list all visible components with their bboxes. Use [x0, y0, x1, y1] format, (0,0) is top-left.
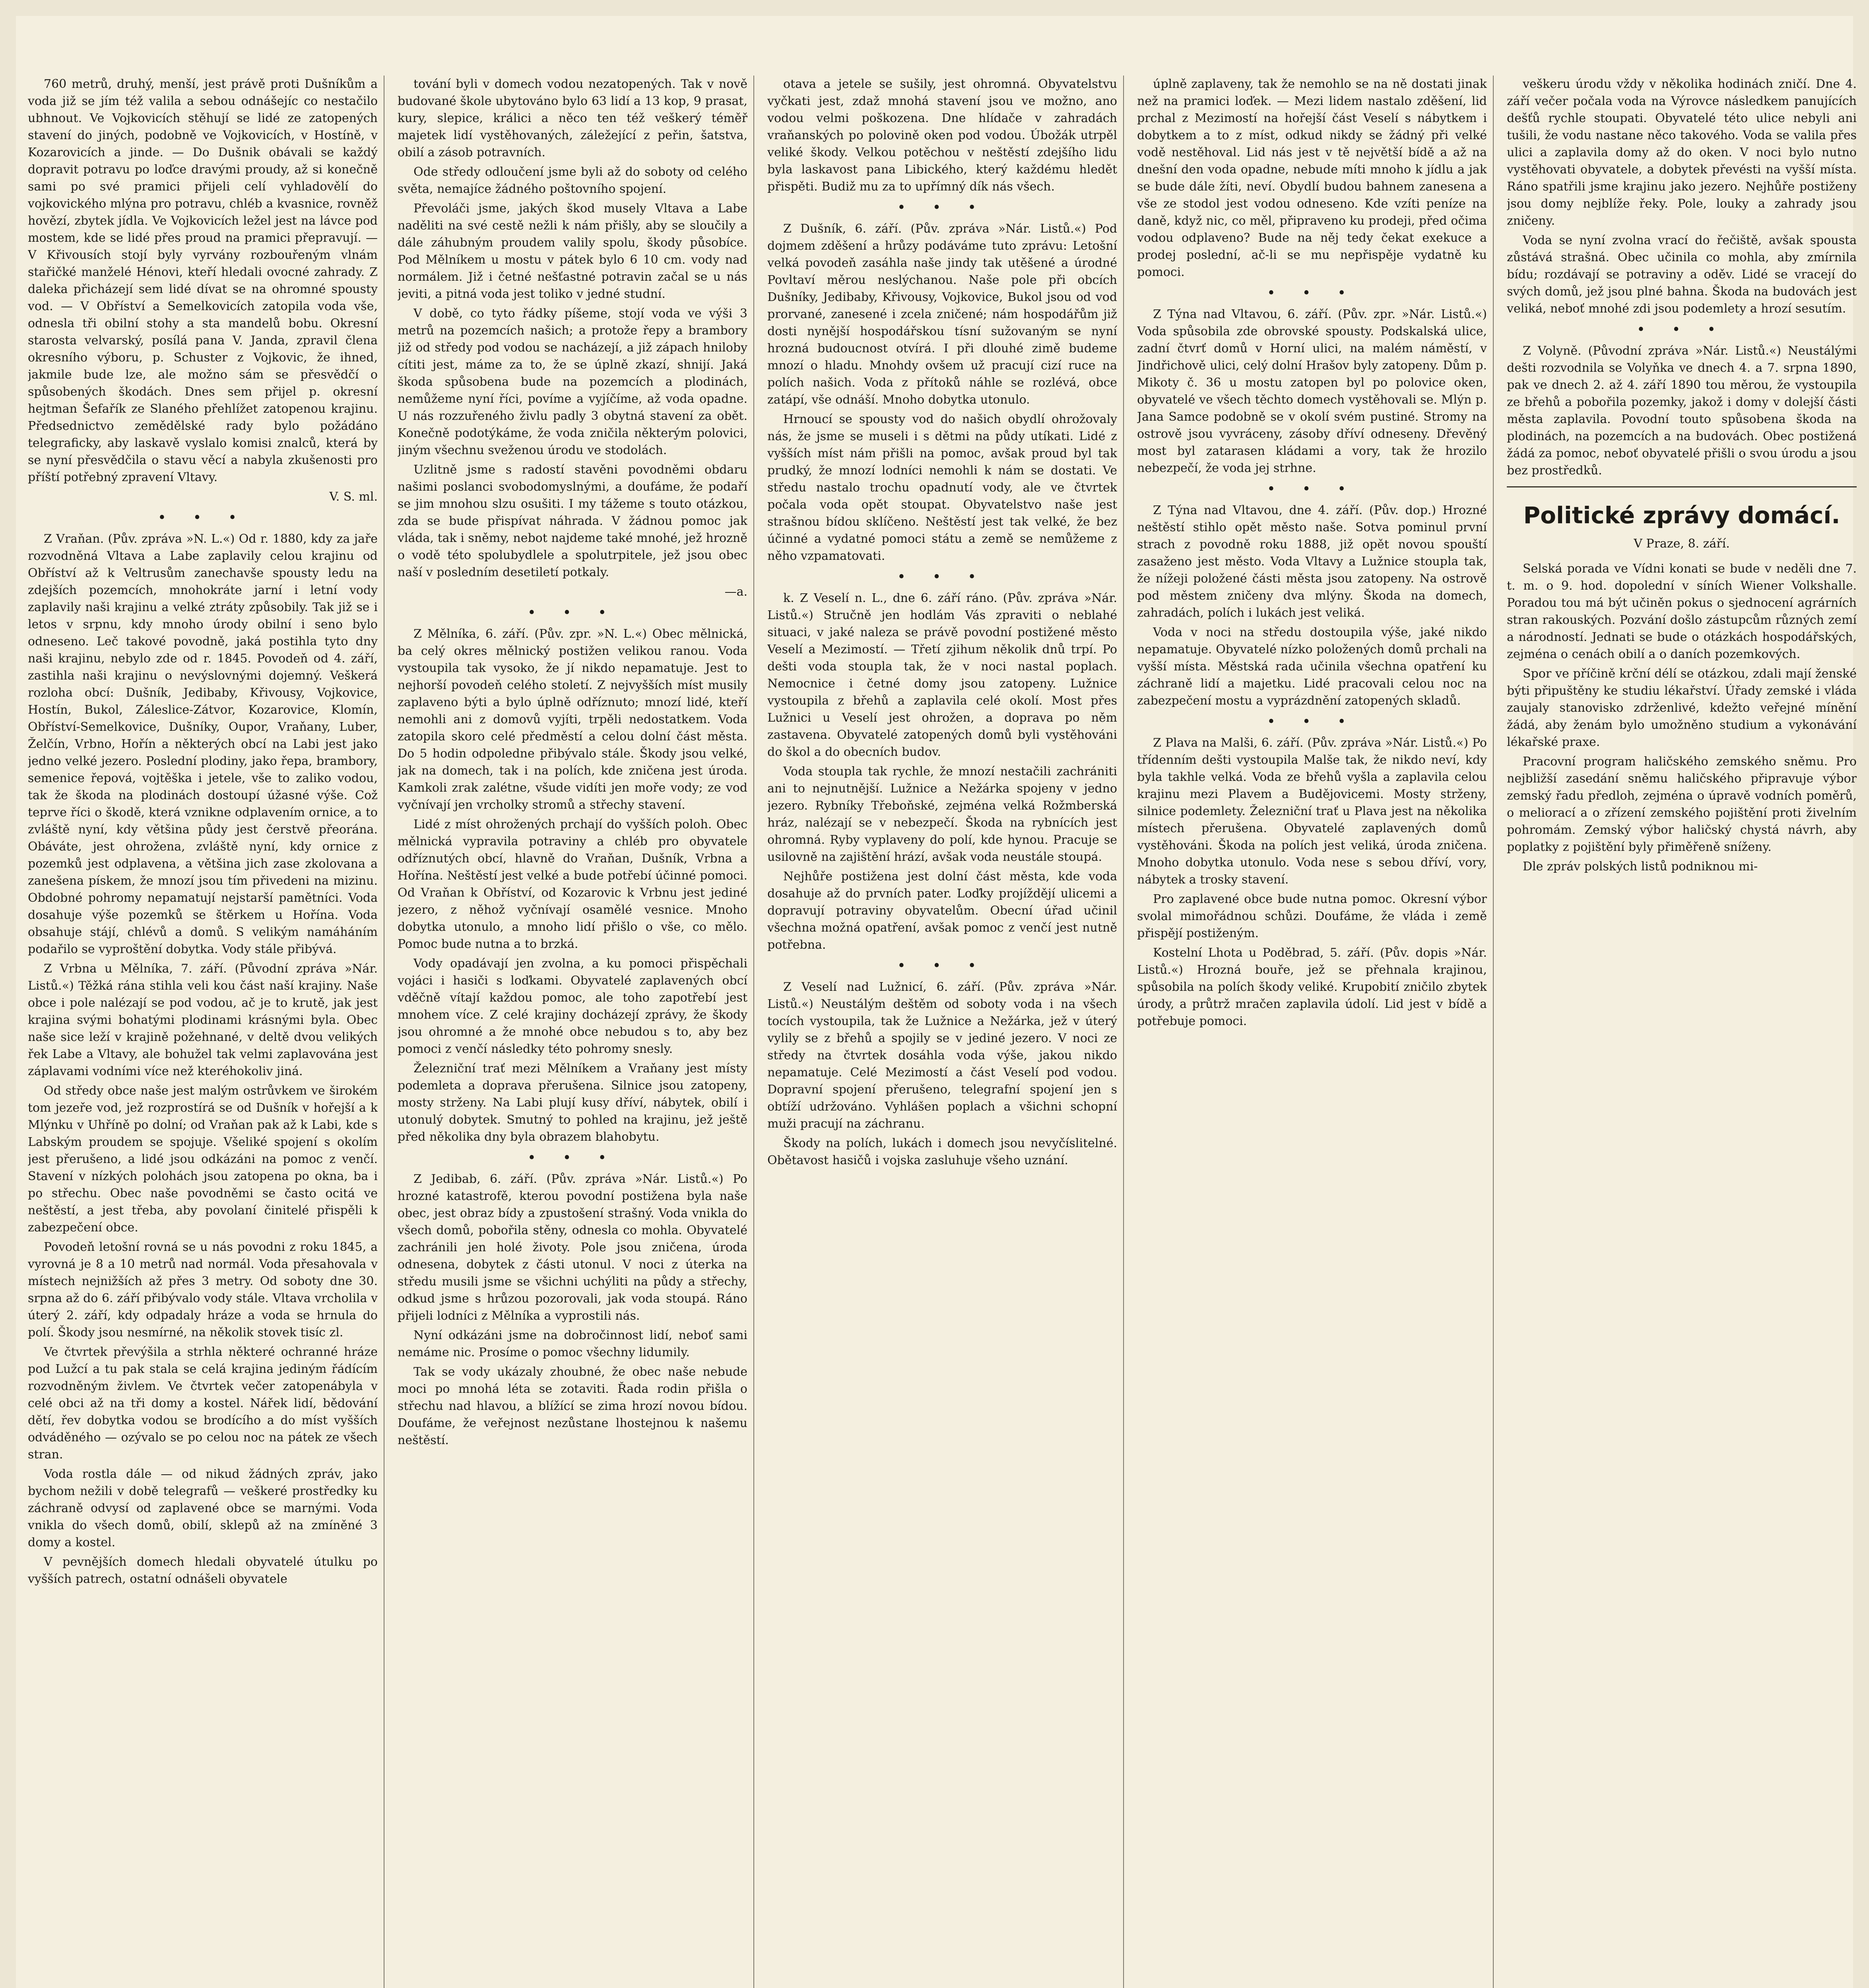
article-paragraph: Z Plava na Malši, 6. září. (Pův. zpráva »Nár. Listů.«) Po třídenním dešti vystoupila Malše tak, že nikdo neví, kdy byla takhle velká. Voda ze břehů vyšla a zaplavila celou krajinu mezi Plavem a Budějovicemi. Mosty strženy, silnice podemlety. Železniční trať u Plava jest na několika místech přerušena. Obyvatelé zaplavených domů vystěhováni. Škoda na polích jest veliká, úroda zničena. Mnoho dobytka utonulo. Voda nese s sebou dříví, vory, nábytek a trosky stavení. — [1137, 736, 1487, 887]
text-column-4 — [1137, 76, 1487, 1988]
article-paragraph: Voda rostla dále — od nikud žádných zpráv, jako bychom nežili v době telegrafů — veškeré prostředky ku záchraně odvysí od zaplavené obce se marnými. Voda vnikla do všech domů, obilí, sklepů až na zmíněné 3 domy a kostel. — [28, 1467, 378, 1549]
column-divider — [753, 76, 754, 1988]
separator-dots: • • • — [1636, 322, 1727, 338]
separator-dots: • • • — [897, 200, 988, 216]
article-paragraph: Z Mělníka, 6. září. (Pův. zpr. »N. L.«) Obec mělnická, ba celý okres mělnický postižen velikou ranou. Voda vystoupila tak vysoko, že jí nikdo nepamatuje. Jest to nejhorší povodeň celého století. Z nejvyšších míst musily zaplaveno býti a bylo úplně odříznuto; mnozí lidé, kteří nemohli ani z domovů vyjíti, trpěli nedostatkem. Voda zatopila skoro celé předměstí a celou dolní část města. Do 5 hodin odpoledne přibývalo stále. Škody jsou velké, jak na domech, tak i na polích, kde zničena jest úroda. Kamkoli zrak zalétne, všude vidíti jen moře vody; ze vod vyčnívají jen vrcholky stromů a střechy stavení. — [398, 627, 747, 812]
article-paragraph: Z Vraňan. (Pův. zpráva »N. L.«) Od r. 1880, kdy za jaře rozvodněná Vltava a Labe zaplavily celou krajinu od Obříství až k Veltrusům zanechavše spousty ledu na zdejších pozemcích, mnohokráte jarní i letní vody zaplavily naši krajinu a velké ztráty způsobily. Tak již se i letos v srpnu, kdy mnoho úrody obilní i seno bylo odneseno. Leč takové povodně, jaká postihla tyto dny naši krajinu, nebylo zde od r. 1845. Povodeň od 4. září, zastihla naši krajinu o nevýslovnými dojemný. Veškerá rozloha obcí: Dušník, Jedibaby, Křivousy, Vojkovice, Hostín, Bukol, Záleslice-Zátvor, Kozarovice, Klomín, Obříství-Semelkovice, Dušníky, Oupor, Vraňany, Luber, Želčín, Vrbno, Hořín a některých obcí na Labi jest jako jedno velké jezero. Poslední plodiny, jako řepa, brambory, semenice řepová, vojtěška i jetele, vše to zaliko vodou, tak že škoda na plodinách dostoupí úžasné výše. Což teprve říci o škodě, která vznikne odplavením ornice, a to zvláště nyní, kdy většina půdy jest čerstvě přeorána. Obáváte, jest ohrožena, zvláště nyní, kdy ornice z pozemků jest odplavena, a většina jich zase zkolovana a zanešena pískem, že mnozí jsou tím přivedeni na mizinu. Obdobné pohromy nepamatují nejstarší pamětníci. Voda dosahuje výše pozemků se štěrkem u Hořína. Voda obsahuje stájí, chlévů a domů. S velikým namáháním podařilo se vyproštění dobytka. Vody stále přibývá. — [28, 532, 378, 956]
article-paragraph: Voda v noci na středu dostoupila výše, jaké nikdo nepamatuje. Obyvatelé nízko položených domů prchali na vyšší místa. Městská rada učinila všechna opatření ku záchraně lidí a majetku. Lidé pracovali celou noc na zabezpečení mostu a vyprázdnění zatopených skladů. — [1137, 625, 1487, 708]
article-paragraph: otava a jetele se sušily, jest ohromná. Obyvatelstvu vyčkati jest, zdaž mnohá stavení jsou ve možno, ano vodou velmi poškozena. Dne hlídače v zahradách vraňanských po polovině oken pod vodou. Úbožák utrpěl veliké škody. Velkou potěchou v neštěstí zdejšího lidu byla laskavost pana Libického, který každému hledět přispěti. Budiž mu za to upřímný dík nás všech. — [767, 77, 1117, 194]
separator-dots: • • • — [1267, 481, 1357, 497]
article-paragraph: Dle zpráv polských listů podniknou mi- — [1523, 860, 1758, 874]
article-paragraph: Z Týna nad Vltavou, 6. září. (Pův. zpr. »Nár. Listů.«) Voda spůsobila zde obrovské spousty. Podskalská ulice, zadní čtvrť domů v Horní ulici, na malém náměstí, v Jindřichově ulici, celý dolní Hrašov byly zatopeny. Dům p. Mikoty č. 36 u mostu zatopen byl po polovice oken, obyvatelé ve všech těchto domech vystěhovali se. Mlýn p. Jana Samce podobně se v okolí svém pustiné. Stromy na ostrově jsou vyvráceny, zásoby dříví odneseny. Dřevěný most byl zatarasen kládami a vory, tak že hrozilo nebezpečí, že voda jej strhne. — [1137, 307, 1487, 475]
dateline: V Praze, 8. září. — [1634, 537, 1730, 551]
separator-dots: • • • — [527, 1150, 618, 1166]
text-column-1 — [28, 76, 378, 1988]
article-paragraph: Z Jedibab, 6. září. (Pův. zpráva »Nár. Listů.«) Po hrozné katastrofě, kterou povodní postižena byla naše obec, jest obraz bídy a zpustošení strašný. Voda vnikla do všech domů, pobořila stěny, odnesla co mohla. Obyvatelé zachránili jen holé životy. Pole jsou zničena, úroda odnesena, dobytek z části utonul. V noci z úterka na středu musili jsme se všichni uchýliti na půdy a střechy, odkud jsme s hrůzou pozorovali, jak voda stoupá. Ráno přijeli lodníci z Mělníka a vyprostili nás. — [398, 1172, 747, 1323]
newspaper-page — [16, 16, 1857, 1988]
text-column-2 — [398, 76, 747, 1988]
separator-dots: • • • — [1267, 285, 1357, 301]
article-paragraph: Kostelní Lhota u Poděbrad, 5. září. (Pův. dopis »Nár. Listů.«) Hrozná bouře, jež se přehnala krajinou, spůsobila na polích škody veliké. Krupobití zničilo zbytek úrody, a průtrž mračen zaplavila údolí. Lid jest v bídě a potřebuje pomoci. — [1137, 946, 1487, 1028]
separator-dots: • • • — [157, 510, 248, 526]
article-paragraph: Lidé z míst ohrožených prchají do vyšších poloh. Obec mělnická vypravila potraviny a chléb pro obyvatele odříznutých obcí, hlavně do Vraňan, Dušník, Vrbna a Hořína. Neštěstí jest velké a bude potřebí účinné pomoci. Od Vraňan k Obříství, od Kozarovic k Vrbnu jest jediné jezero, z něhož vyčnívají osamělé vesnice. Mnoho dobytka utonulo, a mnoho lidí přišlo o vše, co mělo. Pomoc bude nutna a to brzká. — [398, 817, 747, 951]
signature: V. S. ml. — [329, 490, 378, 504]
separator-dots: • • • — [897, 958, 988, 974]
article-paragraph: Z Volyně. (Původní zpráva »Nár. Listů.«) Neustálými dešti rozvodnila se Volyňka ve dnech 4. a 7. srpna 1890, pak ve dnech 2. až 4. září 1890 tou měrou, že vystoupila ze břehů a pobořila pozemky, jakož i domy v dolejší části města zaplavila. Povodní touto spůsobena škoda na plodinách, na pozemcích a na budovách. Obec postižená žádá za pomoc, neboť obyvatelé přišli o svou úrodu a jsou bez prostředků. — [1507, 344, 1857, 478]
article-paragraph: Nyní odkázáni jsme na dobročinnost lidí, neboť sami nemáme nic. Prosíme o pomoc všechny lidumily. — [398, 1328, 747, 1359]
column-divider — [1123, 76, 1124, 1988]
section-heading: Politické zprávy domácí. — [1523, 502, 1840, 529]
separator-dots: • • • — [897, 569, 988, 585]
article-paragraph: Pro zaplavené obce bude nutna pomoc. Okresní výbor svolal mimořádnou schůzi. Doufáme, že vláda i země přispějí postiženým. — [1137, 892, 1487, 940]
column-divider — [1493, 76, 1494, 1988]
article-paragraph: k. Z Veselí n. L., dne 6. září ráno. (Pův. zpráva »Nár. Listů.«) Stručně jen hodlám Vás zpraviti o neblahé situaci, v jaké naleza se právě povodní postižené město Veselí a Mezimostí. — Třetí zjihum několik dnů trpí. Po dešti voda stoupla tak, že v noci nastal poplach. Nemocnice i četné domy jsou zatopeny. Lužnice vystoupila z břehů a zaplavila celé okolí. Most přes Lužnici u Veselí jest ohrožen, a doprava po něm zastavena. Obyvatelé zatopených domů byli vystěhováni do škol a do obecních budov. — [767, 591, 1117, 759]
article-paragraph: Hrnoucí se spousty vod do našich obydlí ohrožovaly nás, že jsme se museli i s dětmi na půdy utíkati. Lidé z vyšších míst nám přišli na pomoc, avšak proud byl tak prudký, že mnozí lodníci nemohli k nám se dostati. Ve středu nastalo trochu opadnutí vody, ale ve čtvrtek počala voda opět stoupat. Obyvatelstvo naše jest strašnou bídou sklíčeno. Neštěstí jest tak velké, že bez účinné a vydatné pomoci státu a země se nemůžeme z něho vzpamatovati. — [767, 412, 1117, 563]
article-paragraph: V době, co tyto řádky píšeme, stojí voda ve výši 3 metrů na pozemcích našich; a protože řepy a brambory již od středy pod vodou se nacházejí, a již zápach hniloby cítiti jest, máme za to, že se úplně zkazí, shnijí. Jaká škoda spůsobena bude na pozemcích a plodinách, nemůžeme nyní říci, povíme a vyjíčíme, až voda opadne. U nás rozzuřeného živlu padly 3 obytná stavení za obět. Konečně podotýkáme, že voda zničila některým polovici, jiným všechnu sveženou úrodu ve stodolách. — [398, 307, 747, 457]
article-paragraph: Voda se nyní zvolna vrací do řečiště, avšak spousta zůstává strašná. Obec učinila co mohla, aby zmírnila bídu; rozdávají se potraviny a oděv. Lidé se vracejí do svých domů, jež jsou plné bahna. Škoda na budovách jest veliká, neboť mnohé zdi jsou podemlety a hrozí sesutím. — [1507, 233, 1857, 316]
article-paragraph: Spor ve příčině krční délí se otázkou, zdali mají ženské býti připuštěny ke studiu lékařství. Úřady zemské i vláda zaujaly stanovisko zdrženlivé, kdežto veřejné mínění žádá, aby ženám bylo umožněno studium a vykonávání lékařské praxe. — [1507, 667, 1857, 749]
article-paragraph: Pracovní program haličského zemského sněmu. Pro nejbližší zasedání sněmu haličského připravuje výbor zemský řadu předloh, zejména o úpravě vodních poměrů, o meliorací a o zřízení zemského pojištění proti živelním pohromám. Zemský výbor haličský chystá návrh, aby poplatky z pojištění byly přiměřeně sníženy. — [1507, 755, 1857, 854]
article-paragraph: Povodeň letošní rovná se u nás povodni z roku 1845, a vyrovná je 8 a 10 metrů nad normál. Voda přesahovala v místech nejnižších až přes 3 metry. Od soboty dne 30. srpna až do 6. září přibývalo vody stále. Vltava vrcholila v úterý 2. září, kdy odpadaly hráze a voda se hrnula do polí. Škody jsou nesmírné, na několik stovek tisíc zl. — [28, 1240, 378, 1340]
article-paragraph: Ve čtvrtek převýšila a strhla některé ochranné hráze pod Lužcí a tu pak stala se celá krajina jediným řádícím rozvodněným živlem. Ve čtvrtek večer zatopenábyla v celé obci až na tři domy a kostel. Nářek lidí, bědování dětí, řev dobytka vodou se brodícího a do míst vyšších odváděného — ozývalo se po celou noc na pátek ze všech stran. — [28, 1345, 378, 1462]
article-paragraph: Z Dušník, 6. září. (Pův. zpráva »Nár. Listů.«) Pod dojmem zděšení a hrůzy podáváme tuto zprávu: Letošní velká povodeň zasáhla naše jindy tak utěšené a úrodné Povltaví měrou neslýchanou. Naše pole při obcích Dušníky, Jedibaby, Křivousy, Vojkovice, Bukol jsou od vod prorvané, zanesené i zcela zničené; nám hospodářům již dosti nynější hospodářskou tísní sužovaným se nyní hrozná budoucnost otvírá. I při dlouhé zimě budeme mnozí o hladu. Mnohdy ovšem už pracují cizí ruce na polích našich. Voda z přítoků náhle se rozlévá, obce zatápí, vše odnáší. Mnoho dobytka utonulo. — [767, 222, 1117, 407]
article-paragraph: tování byli v domech vodou nezatopených. Tak v nově budované škole ubytováno bylo 63 lidí a 13 kop, 9 prasat, kury, slepice, králici a něco ten též veškerý téměř majetek lidí vystěhovaných, záležející z peřin, šatstva, obilí a zásob potravních. — [398, 77, 747, 159]
article-paragraph: Z Vrbna u Mělníka, 7. září. (Původní zpráva »Nár. Listů.«) Těžká rána stihla veli kou část naší krajiny. Naše obce i pole nalézají se pod vodou, ač je to krutě, jak jest krajina svými bohatými plodinami krásnými byla. Obec naše sice leží v krajině požehnané, v deltě dvou velikých řek Labe a Vltavy, ale bohužel tak velmi zaplavována jest záplavami vodními více než kteréhokoliv jiná. — [28, 962, 378, 1078]
article-paragraph: Z Veselí nad Lužnicí, 6. září. (Pův. zpráva »Nár. Listů.«) Neustálým deštěm od soboty voda i na všech tocích vystoupila, tak že Lužnice a Nežárka, jež v úterý vylily se z břehů a spojily se v jediné jezero. V noci ze středy na čtvrtek dosáhla voda výše, jakou nikdo nepamatuje. Celé Mezimostí a část Veselí pod vodou. Dopravní spojení přerušeno, telegrafní spojení jen s obtíží udržováno. Vyhlášen poplach a všichni schopní muži pracují na záchranu. — [767, 980, 1117, 1131]
article-paragraph: Z Týna nad Vltavou, dne 4. září. (Pův. dop.) Hrozné neštěstí stihlo opět město naše. Sotva pominul první strach z povodně roku 1888, již opět novou spouští zasaženo jest město. Voda Vltavy a Lužnice stoupla tak, že nížeji položené části města jsou zatopeny. Na ostrově pod městem zničeny dva mlýny. Škoda na domech, zahradách, polích i lukách jest veliká. — [1137, 503, 1487, 620]
article-paragraph: Uzlitně jsme s radostí stavěni povodněmi obdaru našimi poslanci svobodomyslnými, a doufáme, že podaří se jim mnohou slzu osušiti. I my tážeme s touto otázkou, zda se bude přispívat náhrada. V žádnou pomoc jak vláda, tak i sněmy, nebot najdeme také mnohé, jež hrozně o vodě této spolubydlele a spolutrpitele, jež jsou obec naší v posledním desetiletí potkaly. — [398, 463, 747, 579]
article-paragraph: Ode středy odloučení jsme byli až do soboty od celého světa, nemajíce žádného poštovního spojení. — [398, 165, 747, 196]
text-column-3 — [767, 76, 1117, 1988]
article-paragraph: úplně zaplaveny, tak že nemohlo se na ně dostati jinak než na pramici loďek. — Mezi lidem nastalo zděšení, lid prchal z Mezimostí na hořejší část Veselí s nábytkem i dobytkem a to z míst, odkud nikdy se žádný při velké vodě nestěhoval. Lid nás jest v tě největší bídě a až na dnešní den voda opadne, nebude míti mnoho k jídlu a jak se bude dále žíti, neví. Obydlí budou bahnem zanesena a vše ze stodol jest vodou odneseno. Kde vzíti peníze na daně, když nic, co měl, připraveno ku prodeji, před očima vodou odplaveno? Bude na něj tedy čekat exekuce a prodej poslední, ač-li se mu nepřispěje vydatně ku pomoci. — [1137, 77, 1487, 279]
article-paragraph: V pevnějších domech hledali obyvatelé útulku po vyšších patrech, ostatní odnášeli obyvatele — [28, 1555, 378, 1586]
article-paragraph: 760 metrů, druhý, menší, jest právě proti Dušníkům a voda již se jím též valila a sebou odnášejíc co nestačilo ubhnout. Ve Vojkovicích stěhují se lidé ze zatopených stavení do jiných, podobně ve Vojkovicích, v Hostíně, v Kozarovicích a jinde. — Do Dušnik obávali se každý dopravit potravu po loďce dravými proudy, až si konečně sami po své pramici přijeli celí vyhladovělí do vojkovického mlýna pro potravu, chléb a kvasnice, rovněž hovězí, zbytek jídla. Ve Vojkovicích ležel jest na lávce pod mostem, kde se lidé přes proud na pramici přepravují. — V Křivousích stojí byly vyrvány rozbouřeným vlnám stařičké manželé Hénovi, kteří hledali ovocné zahrady. Z daleka přicházejí sem lidé dívat se na ohromné spousty vod. — V Obříství a Semelkovicích zatopila voda vše, odnesla tři obilní stohy a sta mandelů bobu. Okresní starosta velvarský, posílá pana V. Janda, zpravil člena okresního výboru, p. Schuster z Vojkovic, že ihned, jakmile bude lze, ale možno sám se přesvědčí o spůsobených škodách. Dnes sem přijel p. okresní hejtman Šefařík ze Slaného přehlížet zatopenou krajinu. Předsednictvo zemědělské rady bylo požádáno telegraficky, aby laskavě vyslalo komisi znalců, která by se nyní přesvědčila o stavu věcí a nabyla zkušenosti pro příští potřebný zpravení Vltavy. — [28, 77, 378, 484]
article-paragraph: Selská porada ve Vídni konati se bude v neděli dne 7. t. m. o 9. hod. dopolední v síních Wiener Volkshalle. Poradou tou má být učiněn pokus o sjednocení agrárních stran rakouských. Pozvání došlo zástupcům různých zemí a národností. Jednati se bude o otázkách hospodářských, zejména o cenách obilí a o daních pozemkových. — [1507, 562, 1857, 661]
article-paragraph: Od středy obce naše jest malým ostrůvkem ve širokém tom jezeře vod, jež rozprostírá se od Dušník v hořejší a k Mlýnku v Uhříně po dolní; od Vraňan pak až k Labi, kde s Labským proudem se spojuje. Všeliké spojení s okolím jest přerušeno, a lidé jsou odkázáni na pomoc z venčí. Stavení v nízkých polohách jsou zatopena po okna, ba i po střechu. Obec naše povodněmi se často ocitá ve neštěstí, a jest třeba, aby povolaní činitelé přispěli k zabezpečení obce. — [28, 1084, 378, 1235]
separator-dots: • • • — [527, 605, 618, 621]
article-paragraph: Škody na polích, lukách i domech jsou nevyčíslitelné. Obětavost hasičů i vojska zasluhuje všeho uznání. — [767, 1136, 1117, 1167]
article-paragraph: Tak se vody ukázaly zhoubné, že obec naše nebude moci po mnohá léta se zotaviti. Řada rodin přišla o střechu nad hlavou, a blížící se zima hrozí novou bídou. Doufáme, že veřejnost nezůstane lhostejnou k našemu neštěstí. — [398, 1365, 747, 1447]
article-paragraph: Železniční trať mezi Mělníkem a Vraňany jest místy podemleta a doprava přerušena. Silnice jsou zatopeny, mosty strženy. Na Labi plují kusy dříví, nábytek, obilí i utonulý dobytek. Smutný to pohled na krajinu, jež ještě před několika dny byla obrazem blahobytu. — [398, 1062, 747, 1144]
article-paragraph: veškeru úrodu vždy v několika hodinách zničí. Dne 4. září večer počala voda na Výrovce následkem panujících dešťů rychle stoupati. Obyvatelé této ulice nebyli ani tušili, že vodu nastane něco takového. Voda se valila přes ulici a zaplavila domy až do oken. V noci bylo nutno vystěhovati obyvatele, a dobytek převésti na vyšší místa. Ráno spatřili jsme krajinu jako jezero. Nejhůře postiženy jsou domy nejblíže řeky. Pole, louky a zahrady jsou zničeny. — [1507, 77, 1857, 228]
article-paragraph: Voda stoupla tak rychle, že mnozí nestačili zachrániti ani to nejnutnější. Lužnice a Nežárka spojeny v jedno jezero. Rybníky Třeboňské, zejména velká Rožmberská hráz, nalézají se v nebezpečí. Škoda na rybnících jest ohromná. Ryby vyplaveny do polí, kde hynou. Pracuje se usilovně na zajištění hrází, avšak voda neustále stoupá. — [767, 765, 1117, 864]
article-paragraph: Převoláči jsme, jakých škod musely Vltava a Labe naděliti na své cestě nežli k nám přišly, aby se sloučily a dále záhubným proudem valily spolu, škody působíce. Pod Mělníkem u mostu v pátek bylo 6 10 cm. vody nad normálem. Již i četné nešťastné potravin začal se u nás jeviti, a pitná voda jest toliko v jedné studní. — [398, 202, 747, 301]
section-rule — [1507, 486, 1857, 487]
article-paragraph: Nejhůře postižena jest dolní část města, kde voda dosahuje až do prvních pater. Loďky projíždějí ulicemi a dopravují potraviny obyvatelům. Obecní úřad učinil všechna možná opatření, avšak pomoc z venčí jest nutně potřebna. — [767, 870, 1117, 952]
signature: —a. — [724, 585, 747, 599]
separator-dots: • • • — [1267, 714, 1357, 730]
article-paragraph: Vody opadávají jen zvolna, a ku pomoci přispěchali vojáci i hasiči s loďkami. Obyvatelé zaplavených obcí vděčně vítají každou pomoc, ale toho zapotřebí jest mnohem více. Z celé krajiny docházejí zprávy, že škody jsou ohromné a že mnohé obce nebudou s to, aby bez pomoci z venčí následky této pohromy snesly. — [398, 957, 747, 1056]
text-column-5 — [1507, 76, 1857, 1988]
